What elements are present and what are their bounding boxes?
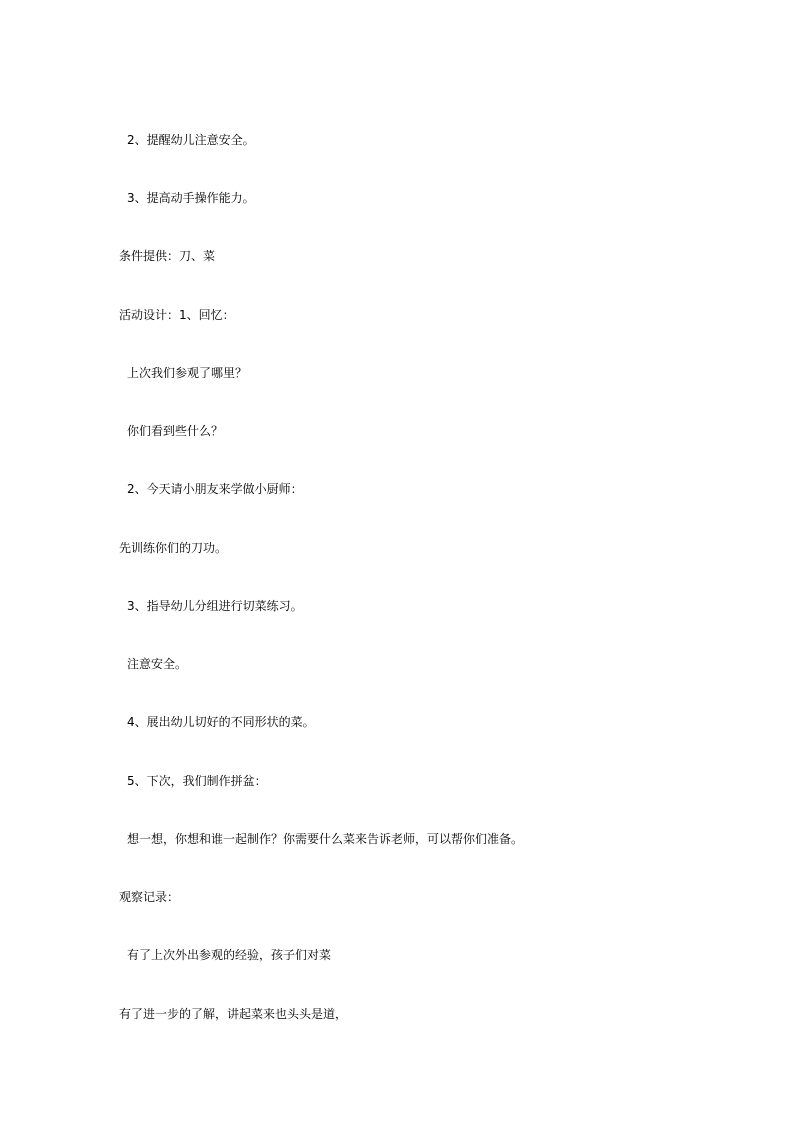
recall-question-1: 上次我们参观了哪里？ [127, 366, 248, 380]
activity-step-4: 4、展出幼儿切好的不同形状的菜。 [127, 715, 315, 729]
activity-step-3: 3、指导幼儿分组进行切菜练习。 [127, 599, 303, 613]
observation-text-1: 有了上次外出参观的经验，孩子们对菜 [127, 948, 332, 962]
goal-item-2: 2、提醒幼儿注意安全。 [127, 133, 255, 147]
activity-step-5-detail: 想一想，你想和谁一起制作？你需要什么菜来告诉老师，可以帮你们准备。 [127, 832, 524, 846]
recall-question-2: 你们看到些什么？ [127, 424, 224, 438]
activity-step-5: 5、下次，我们制作拼盆： [127, 774, 267, 788]
safety-note: 注意安全。 [127, 657, 188, 671]
activity-heading: 活动设计：1、回忆： [119, 308, 235, 322]
observation-text-2: 有了进一步的了解，讲起菜来也头头是道， [119, 1007, 348, 1021]
observation-heading: 观察记录： [119, 890, 180, 904]
goal-item-3: 3、提高动手操作能力。 [127, 191, 255, 205]
materials-line: 条件提供：刀、菜 [119, 249, 216, 263]
activity-step-2-detail: 先训练你们的刀功。 [119, 541, 228, 555]
activity-step-2: 2、今天请小朋友来学做小厨师： [127, 482, 303, 496]
